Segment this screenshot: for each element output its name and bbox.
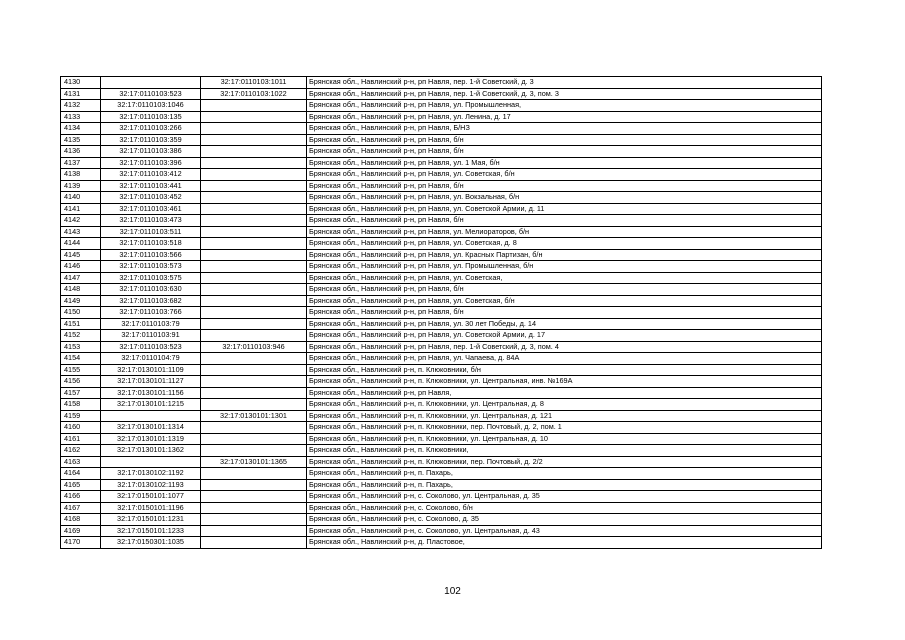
cadastral-number-cell: 32:17:0130101:1215 bbox=[101, 399, 201, 411]
row-number-cell: 4158 bbox=[61, 399, 101, 411]
table-row bbox=[61, 203, 822, 215]
cadastral-number-cell: 32:17:0110103:511 bbox=[101, 226, 201, 238]
table-row bbox=[61, 318, 822, 330]
table-row bbox=[61, 284, 822, 296]
table-row bbox=[61, 238, 822, 250]
row-number-cell: 4134 bbox=[61, 123, 101, 135]
related-cadastral-number-cell bbox=[201, 249, 307, 261]
cadastral-number-cell: 32:17:0110103:412 bbox=[101, 169, 201, 181]
cadastral-number-cell: 32:17:0110103:523 bbox=[101, 88, 201, 100]
row-number-cell: 4164 bbox=[61, 468, 101, 480]
address-cell: Брянская обл., Навлинский р-н, рп Навля, ул. Советская, б/н bbox=[307, 169, 822, 181]
cadastral-number-cell: 32:17:0110103:396 bbox=[101, 157, 201, 169]
row-number-cell: 4155 bbox=[61, 364, 101, 376]
cadastral-number-cell: 32:17:0130101:1362 bbox=[101, 445, 201, 457]
cadastral-number-cell: 32:17:0110103:91 bbox=[101, 330, 201, 342]
related-cadastral-number-cell bbox=[201, 330, 307, 342]
table-row bbox=[61, 307, 822, 319]
table-row bbox=[61, 215, 822, 227]
address-cell: Брянская обл., Навлинский р-н, рп Навля, б/н bbox=[307, 284, 822, 296]
address-cell: Брянская обл., Навлинский р-н, рп Навля, б/н bbox=[307, 146, 822, 158]
row-number-cell: 4139 bbox=[61, 180, 101, 192]
address-cell: Брянская обл., Навлинский р-н, с. Соколово, б/н bbox=[307, 502, 822, 514]
cadastral-number-cell: 32:17:0130102:1193 bbox=[101, 479, 201, 491]
table-row bbox=[61, 491, 822, 503]
address-cell: Брянская обл., Навлинский р-н, с. Соколово, д. 35 bbox=[307, 514, 822, 526]
cadastral-number-cell: 32:17:0110103:452 bbox=[101, 192, 201, 204]
row-number-cell: 4154 bbox=[61, 353, 101, 365]
cadastral-number-cell: 32:17:0130101:1127 bbox=[101, 376, 201, 388]
row-number-cell: 4152 bbox=[61, 330, 101, 342]
table-row bbox=[61, 422, 822, 434]
address-cell: Брянская обл., Навлинский р-н, рп Навля, ул. Советская, д. 8 bbox=[307, 238, 822, 250]
related-cadastral-number-cell bbox=[201, 238, 307, 250]
related-cadastral-number-cell: 32:17:0130101:1365 bbox=[201, 456, 307, 468]
related-cadastral-number-cell bbox=[201, 215, 307, 227]
cadastral-number-cell: 32:17:0110103:1046 bbox=[101, 100, 201, 112]
table-row bbox=[61, 261, 822, 273]
address-cell: Брянская обл., Навлинский р-н, рп Навля, пер. 1-й Советский, д. 3 bbox=[307, 77, 822, 89]
row-number-cell: 4153 bbox=[61, 341, 101, 353]
table-row bbox=[61, 468, 822, 480]
related-cadastral-number-cell bbox=[201, 226, 307, 238]
row-number-cell: 4145 bbox=[61, 249, 101, 261]
cadastral-number-cell: 32:17:0110104:79 bbox=[101, 353, 201, 365]
address-cell: Брянская обл., Навлинский р-н, с. Соколово, ул. Центральная, д. 43 bbox=[307, 525, 822, 537]
row-number-cell: 4132 bbox=[61, 100, 101, 112]
cadastral-number-cell: 32:17:0130102:1192 bbox=[101, 468, 201, 480]
address-cell: Брянская обл., Навлинский р-н, п. Клюковники, bbox=[307, 445, 822, 457]
cadastral-number-cell bbox=[101, 410, 201, 422]
related-cadastral-number-cell bbox=[201, 146, 307, 158]
cadastral-number-cell: 32:17:0110103:386 bbox=[101, 146, 201, 158]
table-row bbox=[61, 169, 822, 181]
property-registry-table bbox=[60, 76, 822, 549]
address-cell: Брянская обл., Навлинский р-н, рп Навля, б/н bbox=[307, 134, 822, 146]
related-cadastral-number-cell bbox=[201, 364, 307, 376]
cadastral-number-cell: 32:17:0110103:79 bbox=[101, 318, 201, 330]
row-number-cell: 4156 bbox=[61, 376, 101, 388]
related-cadastral-number-cell bbox=[201, 192, 307, 204]
table-row bbox=[61, 433, 822, 445]
table-row bbox=[61, 77, 822, 89]
cadastral-number-cell: 32:17:0130101:1314 bbox=[101, 422, 201, 434]
related-cadastral-number-cell bbox=[201, 295, 307, 307]
related-cadastral-number-cell bbox=[201, 479, 307, 491]
address-cell: Брянская обл., Навлинский р-н, рп Навля, б/н bbox=[307, 215, 822, 227]
address-cell: Брянская обл., Навлинский р-н, рп Навля, ул. Вокзальная, б/н bbox=[307, 192, 822, 204]
related-cadastral-number-cell bbox=[201, 180, 307, 192]
row-number-cell: 4137 bbox=[61, 157, 101, 169]
address-cell: Брянская обл., Навлинский р-н, п. Клюковники, б/н bbox=[307, 364, 822, 376]
cadastral-number-cell: 32:17:0110103:359 bbox=[101, 134, 201, 146]
related-cadastral-number-cell bbox=[201, 353, 307, 365]
row-number-cell: 4157 bbox=[61, 387, 101, 399]
row-number-cell: 4159 bbox=[61, 410, 101, 422]
row-number-cell: 4136 bbox=[61, 146, 101, 158]
table-row bbox=[61, 479, 822, 491]
cadastral-number-cell: 32:17:0110103:575 bbox=[101, 272, 201, 284]
related-cadastral-number-cell bbox=[201, 445, 307, 457]
address-cell: Брянская обл., Навлинский р-н, рп Навля, bbox=[307, 387, 822, 399]
registry-table-body bbox=[61, 77, 822, 549]
table-row bbox=[61, 514, 822, 526]
table-row bbox=[61, 100, 822, 112]
table-row bbox=[61, 364, 822, 376]
related-cadastral-number-cell bbox=[201, 272, 307, 284]
address-cell: Брянская обл., Навлинский р-н, д. Пластовое, bbox=[307, 537, 822, 549]
row-number-cell: 4163 bbox=[61, 456, 101, 468]
row-number-cell: 4147 bbox=[61, 272, 101, 284]
table-row bbox=[61, 146, 822, 158]
address-cell: Брянская обл., Навлинский р-н, п. Клюковники, ул. Центральная, д. 8 bbox=[307, 399, 822, 411]
table-row bbox=[61, 111, 822, 123]
cadastral-number-cell: 32:17:0150101:1077 bbox=[101, 491, 201, 503]
related-cadastral-number-cell bbox=[201, 123, 307, 135]
cadastral-number-cell: 32:17:0110103:566 bbox=[101, 249, 201, 261]
address-cell: Брянская обл., Навлинский р-н, п. Клюковники, пер. Почтовый, д. 2/2 bbox=[307, 456, 822, 468]
related-cadastral-number-cell bbox=[201, 422, 307, 434]
row-number-cell: 4165 bbox=[61, 479, 101, 491]
address-cell: Брянская обл., Навлинский р-н, рп Навля, б/н bbox=[307, 180, 822, 192]
related-cadastral-number-cell bbox=[201, 261, 307, 273]
address-cell: Брянская обл., Навлинский р-н, п. Клюковники, пер. Почтовый, д. 2, пом. 1 bbox=[307, 422, 822, 434]
related-cadastral-number-cell bbox=[201, 307, 307, 319]
address-cell: Брянская обл., Навлинский р-н, рп Навля, Б/НЗ bbox=[307, 123, 822, 135]
row-number-cell: 4130 bbox=[61, 77, 101, 89]
table-row bbox=[61, 456, 822, 468]
row-number-cell: 4140 bbox=[61, 192, 101, 204]
related-cadastral-number-cell bbox=[201, 376, 307, 388]
table-row bbox=[61, 192, 822, 204]
row-number-cell: 4168 bbox=[61, 514, 101, 526]
related-cadastral-number-cell bbox=[201, 537, 307, 549]
related-cadastral-number-cell bbox=[201, 169, 307, 181]
table-row bbox=[61, 272, 822, 284]
row-number-cell: 4142 bbox=[61, 215, 101, 227]
row-number-cell: 4143 bbox=[61, 226, 101, 238]
related-cadastral-number-cell bbox=[201, 134, 307, 146]
row-number-cell: 4144 bbox=[61, 238, 101, 250]
table-row bbox=[61, 226, 822, 238]
cadastral-number-cell: 32:17:0150301:1035 bbox=[101, 537, 201, 549]
address-cell: Брянская обл., Навлинский р-н, рп Навля, ул. Советской Армии, д. 11 bbox=[307, 203, 822, 215]
table-row bbox=[61, 249, 822, 261]
address-cell: Брянская обл., Навлинский р-н, рп Навля, б/н bbox=[307, 307, 822, 319]
table-row bbox=[61, 123, 822, 135]
row-number-cell: 4138 bbox=[61, 169, 101, 181]
related-cadastral-number-cell bbox=[201, 100, 307, 112]
table-row bbox=[61, 295, 822, 307]
address-cell: Брянская обл., Навлинский р-н, рп Навля, ул. 30 лет Победы, д. 14 bbox=[307, 318, 822, 330]
address-cell: Брянская обл., Навлинский р-н, рп Навля, ул. Промышленная, bbox=[307, 100, 822, 112]
related-cadastral-number-cell bbox=[201, 157, 307, 169]
address-cell: Брянская обл., Навлинский р-н, рп Навля, пер. 1-й Советский, д. 3, пом. 4 bbox=[307, 341, 822, 353]
row-number-cell: 4166 bbox=[61, 491, 101, 503]
cadastral-number-cell: 32:17:0110103:441 bbox=[101, 180, 201, 192]
related-cadastral-number-cell bbox=[201, 203, 307, 215]
row-number-cell: 4150 bbox=[61, 307, 101, 319]
related-cadastral-number-cell: 32:17:0110103:1022 bbox=[201, 88, 307, 100]
row-number-cell: 4146 bbox=[61, 261, 101, 273]
related-cadastral-number-cell bbox=[201, 502, 307, 514]
related-cadastral-number-cell bbox=[201, 468, 307, 480]
cadastral-number-cell bbox=[101, 77, 201, 89]
related-cadastral-number-cell bbox=[201, 387, 307, 399]
address-cell: Брянская обл., Навлинский р-н, рп Навля, ул. Мелиораторов, б/н bbox=[307, 226, 822, 238]
table-row bbox=[61, 445, 822, 457]
table-row bbox=[61, 157, 822, 169]
address-cell: Брянская обл., Навлинский р-н, п. Клюковники, ул. Центральная, инв. №169А bbox=[307, 376, 822, 388]
row-number-cell: 4149 bbox=[61, 295, 101, 307]
row-number-cell: 4162 bbox=[61, 445, 101, 457]
cadastral-number-cell: 32:17:0110103:473 bbox=[101, 215, 201, 227]
address-cell: Брянская обл., Навлинский р-н, с. Соколово, ул. Центральная, д. 35 bbox=[307, 491, 822, 503]
page-number: 102 bbox=[444, 586, 461, 597]
address-cell: Брянская обл., Навлинский р-н, рп Навля, ул. Ленина, д. 17 bbox=[307, 111, 822, 123]
cadastral-number-cell: 32:17:0110103:266 bbox=[101, 123, 201, 135]
related-cadastral-number-cell: 32:17:0110103:1011 bbox=[201, 77, 307, 89]
related-cadastral-number-cell bbox=[201, 318, 307, 330]
row-number-cell: 4161 bbox=[61, 433, 101, 445]
address-cell: Брянская обл., Навлинский р-н, рп Навля, пер. 1-й Советский, д. 3, пом. 3 bbox=[307, 88, 822, 100]
related-cadastral-number-cell bbox=[201, 525, 307, 537]
related-cadastral-number-cell bbox=[201, 284, 307, 296]
address-cell: Брянская обл., Навлинский р-н, рп Навля, ул. Чапаева, д. 84А bbox=[307, 353, 822, 365]
table-row bbox=[61, 180, 822, 192]
table-row bbox=[61, 88, 822, 100]
cadastral-number-cell: 32:17:0110103:135 bbox=[101, 111, 201, 123]
table-row bbox=[61, 353, 822, 365]
cadastral-number-cell: 32:17:0110103:766 bbox=[101, 307, 201, 319]
row-number-cell: 4148 bbox=[61, 284, 101, 296]
related-cadastral-number-cell: 32:17:0130101:1301 bbox=[201, 410, 307, 422]
address-cell: Брянская обл., Навлинский р-н, рп Навля, ул. Советская, б/н bbox=[307, 295, 822, 307]
table-row bbox=[61, 410, 822, 422]
cadastral-number-cell: 32:17:0110103:518 bbox=[101, 238, 201, 250]
cadastral-number-cell: 32:17:0110103:573 bbox=[101, 261, 201, 273]
related-cadastral-number-cell bbox=[201, 433, 307, 445]
cadastral-number-cell: 32:17:0150101:1196 bbox=[101, 502, 201, 514]
cadastral-number-cell: 32:17:0130101:1109 bbox=[101, 364, 201, 376]
table-row bbox=[61, 537, 822, 549]
row-number-cell: 4169 bbox=[61, 525, 101, 537]
row-number-cell: 4141 bbox=[61, 203, 101, 215]
row-number-cell: 4151 bbox=[61, 318, 101, 330]
table-row bbox=[61, 399, 822, 411]
related-cadastral-number-cell bbox=[201, 111, 307, 123]
cadastral-number-cell: 32:17:0110103:461 bbox=[101, 203, 201, 215]
table-row bbox=[61, 134, 822, 146]
cadastral-number-cell: 32:17:0130101:1319 bbox=[101, 433, 201, 445]
table-row bbox=[61, 525, 822, 537]
cadastral-number-cell: 32:17:0130101:1156 bbox=[101, 387, 201, 399]
related-cadastral-number-cell bbox=[201, 514, 307, 526]
address-cell: Брянская обл., Навлинский р-н, рп Навля, ул. Промышленная, б/н bbox=[307, 261, 822, 273]
related-cadastral-number-cell bbox=[201, 491, 307, 503]
address-cell: Брянская обл., Навлинский р-н, рп Навля, ул. Красных Партизан, б/н bbox=[307, 249, 822, 261]
cadastral-number-cell bbox=[101, 456, 201, 468]
row-number-cell: 4170 bbox=[61, 537, 101, 549]
row-number-cell: 4133 bbox=[61, 111, 101, 123]
row-number-cell: 4167 bbox=[61, 502, 101, 514]
related-cadastral-number-cell: 32:17:0110103:946 bbox=[201, 341, 307, 353]
table-row bbox=[61, 376, 822, 388]
cadastral-number-cell: 32:17:0110103:682 bbox=[101, 295, 201, 307]
related-cadastral-number-cell bbox=[201, 399, 307, 411]
cadastral-number-cell: 32:17:0110103:523 bbox=[101, 341, 201, 353]
address-cell: Брянская обл., Навлинский р-н, п. Клюковники, ул. Центральная, д. 121 bbox=[307, 410, 822, 422]
cadastral-number-cell: 32:17:0150101:1233 bbox=[101, 525, 201, 537]
address-cell: Брянская обл., Навлинский р-н, п. Клюковники, ул. Центральная, д. 10 bbox=[307, 433, 822, 445]
row-number-cell: 4131 bbox=[61, 88, 101, 100]
address-cell: Брянская обл., Навлинский р-н, рп Навля, ул. Советская, bbox=[307, 272, 822, 284]
table-row bbox=[61, 341, 822, 353]
table-row bbox=[61, 502, 822, 514]
row-number-cell: 4135 bbox=[61, 134, 101, 146]
address-cell: Брянская обл., Навлинский р-н, рп Навля, ул. Советской Армии, д. 17 bbox=[307, 330, 822, 342]
table-row bbox=[61, 330, 822, 342]
address-cell: Брянская обл., Навлинский р-н, п. Пахарь, bbox=[307, 468, 822, 480]
cadastral-number-cell: 32:17:0150101:1231 bbox=[101, 514, 201, 526]
table-row bbox=[61, 387, 822, 399]
cadastral-number-cell: 32:17:0110103:630 bbox=[101, 284, 201, 296]
address-cell: Брянская обл., Навлинский р-н, п. Пахарь, bbox=[307, 479, 822, 491]
row-number-cell: 4160 bbox=[61, 422, 101, 434]
address-cell: Брянская обл., Навлинский р-н, рп Навля, ул. 1 Мая, б/н bbox=[307, 157, 822, 169]
